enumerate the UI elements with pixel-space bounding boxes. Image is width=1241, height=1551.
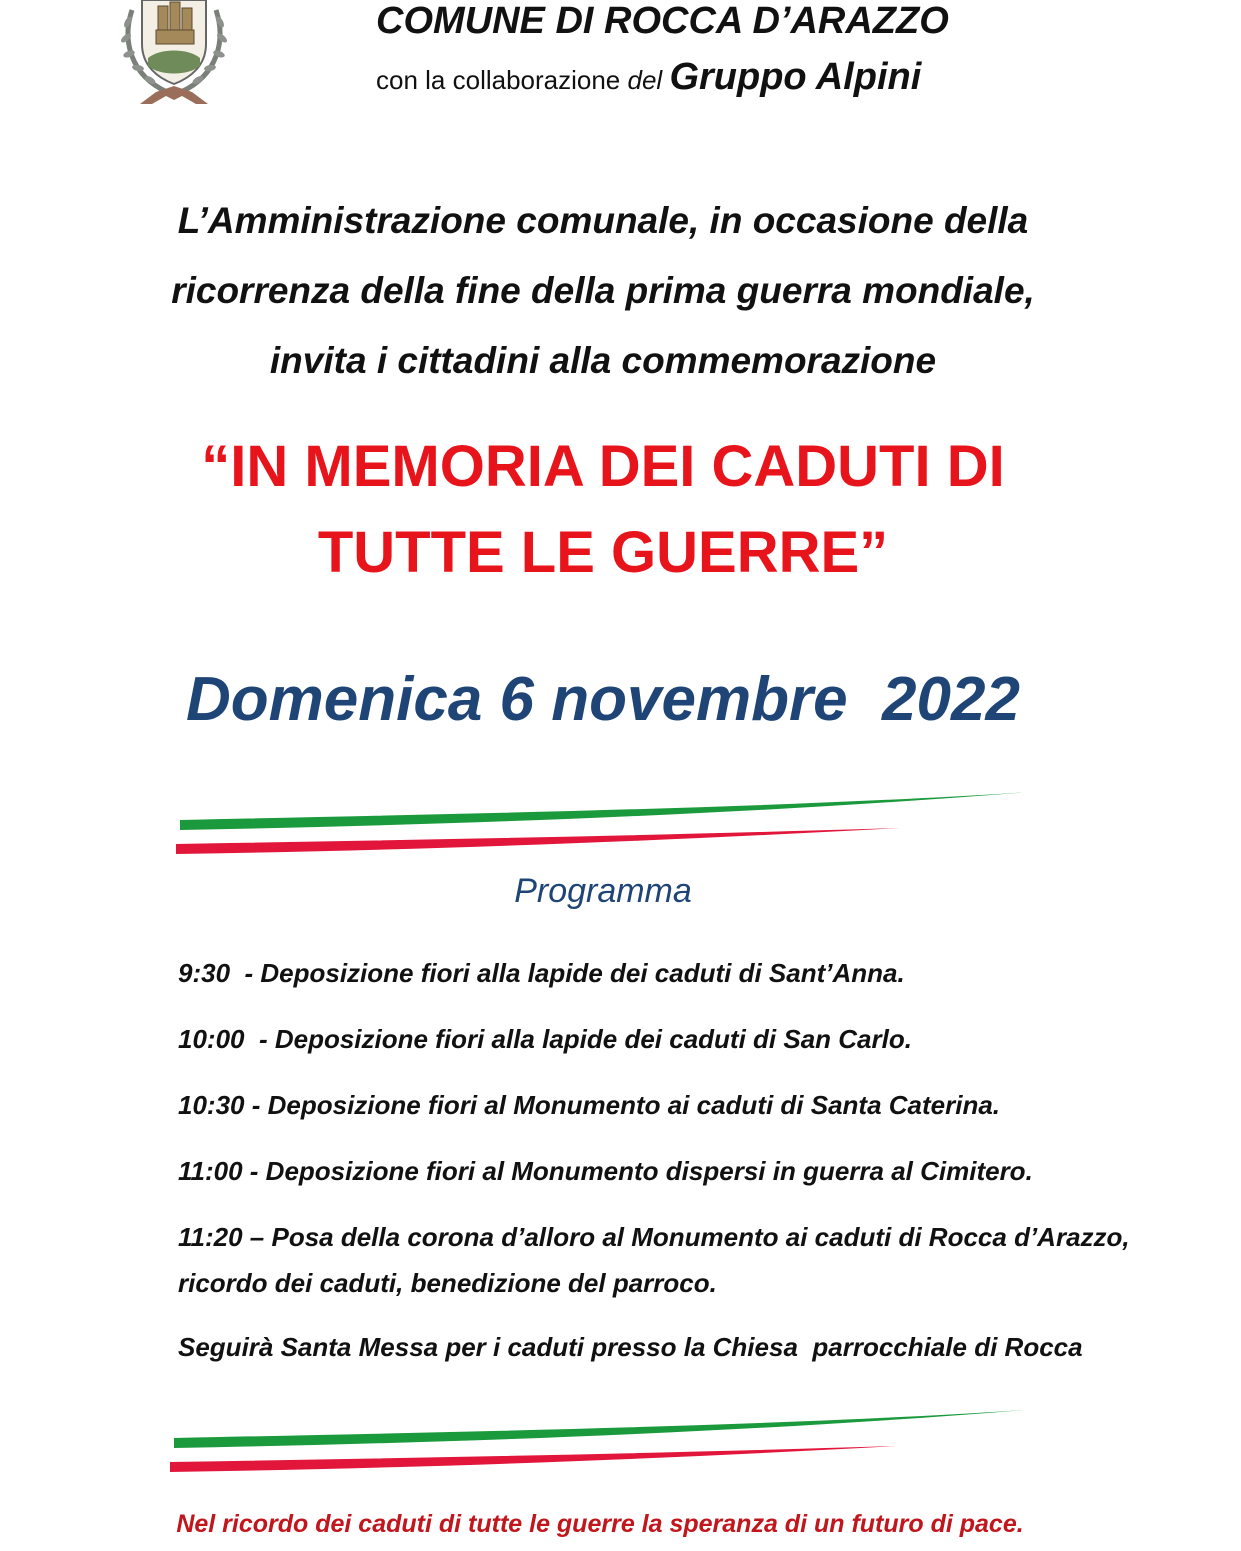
collab-group: Gruppo Alpini	[669, 56, 922, 98]
tricolor-stripe-icon	[80, 1400, 1120, 1480]
intro-text	[60, 186, 1146, 396]
collaboration-line	[376, 56, 921, 99]
program-list	[178, 950, 1198, 1390]
event-title-line: TUTTE LE GUERRE”	[317, 520, 889, 585]
municipality-title: COMUNE DI ROCCA D’ARAZZO	[376, 0, 949, 42]
event-title	[60, 424, 1146, 596]
program-item: 11:20 – Posa della corona d’alloro al Monumento ai caduti di Rocca d’Arazzo, ricordo dei caduti, benedizione del parroco.	[178, 1222, 1130, 1298]
tricolor-stripe-icon	[80, 784, 1120, 864]
closing-message: Nel ricordo dei caduti di tutte le guerre la speranza di un futuro di pace.	[176, 1510, 1024, 1538]
program-item: 10:00 - Deposizione fiori alla lapide dei caduti di San Carlo.	[178, 1024, 912, 1054]
program-item: 10:30 - Deposizione fiori al Monumento ai caduti di Santa Caterina.	[178, 1090, 1001, 1120]
program-item: 11:00 - Deposizione fiori al Monumento dispersi in guerra al Cimitero.	[178, 1156, 1033, 1186]
intro-line: ricorrenza della fine della prima guerra mondiale,	[171, 270, 1035, 311]
event-title-line: “IN MEMORIA DEI CADUTI DI	[201, 434, 1005, 499]
event-date: Domenica 6 novembre 2022	[186, 665, 1020, 734]
program-item: Seguirà Santa Messa per i caduti presso la Chiesa parrocchiale di Rocca	[178, 1332, 1083, 1362]
program-item: 9:30 - Deposizione fiori alla lapide dei caduti di Sant’Anna.	[178, 958, 905, 988]
intro-line: invita i cittadini alla commemorazione	[269, 340, 937, 381]
intro-line: L’Amministrazione comunale, in occasione della	[177, 200, 1029, 241]
program-heading: Programma	[514, 872, 692, 910]
coat-of-arms-icon	[112, 0, 236, 112]
collab-del: del	[627, 65, 663, 95]
collab-prefix: con la collaborazione	[376, 65, 628, 95]
